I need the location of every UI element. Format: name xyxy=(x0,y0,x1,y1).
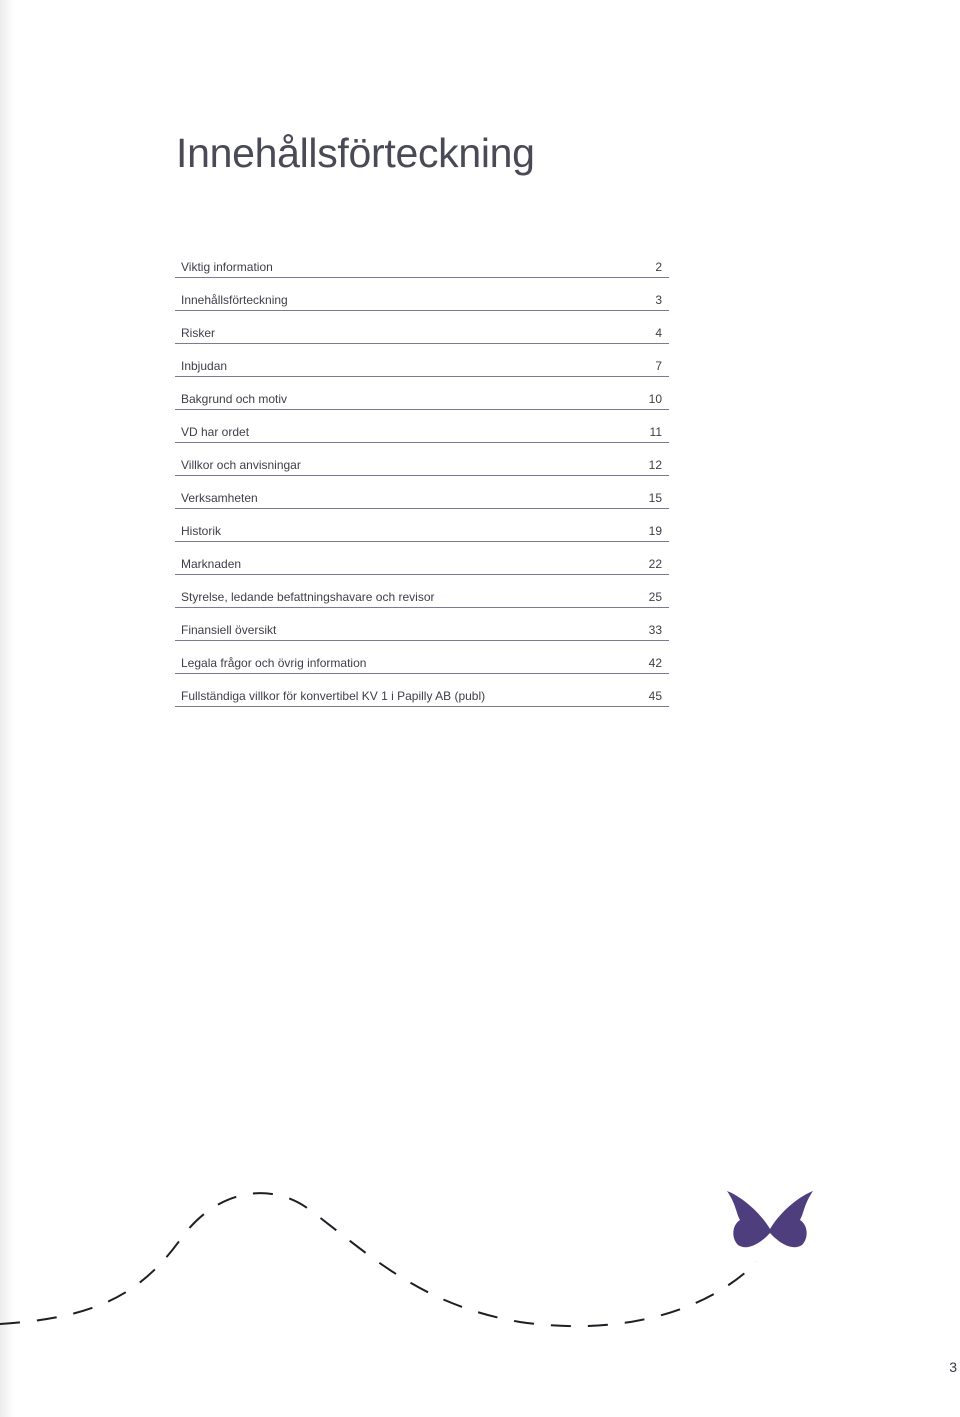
toc-entry-page: 12 xyxy=(648,458,662,472)
toc-entry[interactable] xyxy=(175,542,669,575)
toc-entry[interactable] xyxy=(175,476,669,509)
toc-entry-page: 33 xyxy=(648,623,662,637)
toc-entry-page: 2 xyxy=(655,260,662,274)
decoration-svg xyxy=(0,1150,960,1370)
toc-entry-page: 22 xyxy=(648,557,662,571)
butterfly-left-wing xyxy=(727,1191,770,1247)
toc-entry-page: 4 xyxy=(655,326,662,340)
table-of-contents xyxy=(175,245,669,707)
toc-entry-page: 42 xyxy=(648,656,662,670)
toc-entry[interactable] xyxy=(175,344,669,377)
toc-entry-page: 3 xyxy=(655,293,662,307)
toc-entry-page: 10 xyxy=(648,392,662,406)
toc-entry-label: Risker xyxy=(181,326,216,340)
toc-entry[interactable] xyxy=(175,608,669,641)
toc-entry-label: Fullständiga villkor för konvertibel KV 1 i Papilly AB (publ) xyxy=(181,689,486,703)
toc-entry-label: Historik xyxy=(181,524,222,538)
toc-entry-label: Finansiell översikt xyxy=(181,623,277,637)
toc-entry-label: VD har ordet xyxy=(181,425,250,439)
toc-entry-label: Legala frågor och övrig information xyxy=(181,656,367,670)
toc-entry-label: Inbjudan xyxy=(181,359,228,373)
toc-entry-label: Styrelse, ledande befattningshavare och revisor xyxy=(181,590,435,604)
toc-entry[interactable] xyxy=(175,410,669,443)
toc-entry[interactable] xyxy=(175,311,669,344)
toc-entry[interactable] xyxy=(175,509,669,542)
toc-entry-page: 25 xyxy=(648,590,662,604)
toc-entry[interactable] xyxy=(175,443,669,476)
toc-entry-label: Innehållsförteckning xyxy=(181,293,288,307)
toc-entry[interactable] xyxy=(175,278,669,311)
page-number: 3 xyxy=(949,1359,957,1375)
toc-entry-page: 45 xyxy=(648,689,662,703)
butterfly-right-wing xyxy=(770,1191,813,1247)
toc-entry-label: Viktig information xyxy=(181,260,273,274)
toc-entry-label: Bakgrund och motiv xyxy=(181,392,288,406)
toc-entry-label: Marknaden xyxy=(181,557,242,571)
toc-entry[interactable] xyxy=(175,575,669,608)
toc-entry[interactable] xyxy=(175,674,669,707)
toc-entry-label: Verksamheten xyxy=(181,491,258,505)
toc-entry[interactable] xyxy=(175,377,669,410)
toc-entry-page: 7 xyxy=(655,359,662,373)
toc-entry-page: 15 xyxy=(648,491,662,505)
toc-entry-page: 11 xyxy=(649,425,662,439)
page-title: Innehållsförteckning xyxy=(176,130,535,176)
toc-entry-label: Villkor och anvisningar xyxy=(181,458,301,472)
toc-entry[interactable] xyxy=(175,245,669,278)
toc-entry-page: 19 xyxy=(648,524,662,538)
dashed-flight-path xyxy=(0,1193,757,1326)
toc-entry[interactable] xyxy=(175,641,669,674)
butterfly-icon xyxy=(727,1191,813,1247)
